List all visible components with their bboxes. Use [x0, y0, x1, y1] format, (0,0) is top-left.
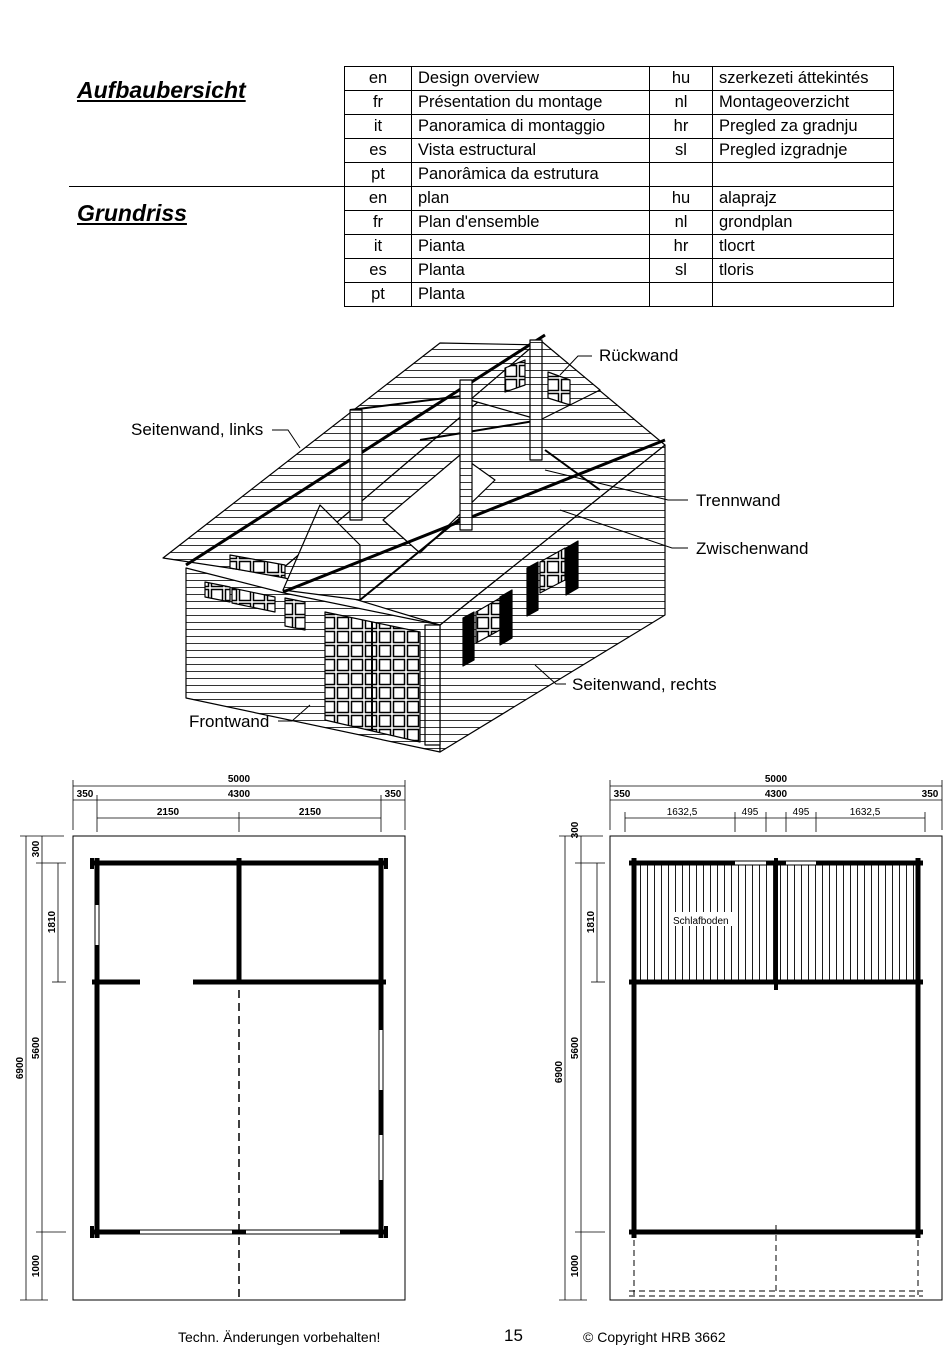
label-intermediate-wall: Zwischenwand	[696, 539, 809, 558]
dim-overhang-left: 350	[613, 789, 631, 800]
dim-front-overhang: 1000	[31, 1254, 42, 1278]
translation-cell: Planta	[412, 283, 650, 307]
translation-cell: Pregled za gradnju	[713, 115, 894, 139]
language-code-cell: es	[345, 259, 412, 283]
footer-copyright: © Copyright HRB 3662	[583, 1329, 726, 1345]
language-code-cell: sl	[650, 259, 713, 283]
dim-seg2: 495	[741, 807, 759, 818]
translation-cell: Vista estructural	[412, 139, 650, 163]
language-code-cell: es	[345, 139, 412, 163]
language-code-cell: it	[345, 235, 412, 259]
translation-cell: Panorâmica da estrutura	[412, 163, 650, 187]
language-code-cell: hr	[650, 115, 713, 139]
translation-cell: Présentation du montage	[412, 91, 650, 115]
dim-top-overhang: 300	[31, 840, 42, 858]
language-code-cell: nl	[650, 91, 713, 115]
translation-cell: Plan d'ensemble	[412, 211, 650, 235]
dim-body-depth: 5600	[31, 1036, 42, 1060]
dim-total-width: 5000	[227, 774, 251, 785]
dim-rear-room: 1810	[47, 910, 58, 934]
design-overview-heading: Aufbaubersicht	[77, 77, 246, 103]
dim-seg1: 1632,5	[666, 807, 698, 818]
dim-body-depth: 5600	[570, 1036, 581, 1060]
translation-cell: Planta	[412, 259, 650, 283]
label-rear-wall: Rückwand	[599, 346, 679, 365]
translation-cell: Pianta	[412, 235, 650, 259]
dim-top-overhang: 300	[570, 821, 581, 839]
language-code-cell: fr	[345, 91, 412, 115]
floor-plan-right	[559, 780, 942, 1300]
dim-overhang-right: 350	[921, 789, 939, 800]
dim-overhang-right: 350	[384, 789, 402, 800]
translation-cell: Design overview	[412, 67, 650, 91]
translation-cell: Montageoverzicht	[713, 91, 894, 115]
label-right-wall: Seitenwand, rechts	[572, 675, 717, 694]
dim-room-right: 2150	[298, 807, 322, 818]
floor-plan-heading: Grundriss	[77, 200, 187, 226]
label-partition: Trennwand	[696, 491, 781, 510]
floor-plan-left	[20, 780, 405, 1300]
dim-overhang-left: 350	[76, 789, 94, 800]
dim-seg4: 1632,5	[849, 807, 881, 818]
footer-note: Techn. Änderungen vorbehalten!	[178, 1329, 381, 1345]
language-code-cell: it	[345, 115, 412, 139]
translation-cell: Pregled izgradnje	[713, 139, 894, 163]
language-code-cell: hr	[650, 235, 713, 259]
label-left-wall: Seitenwand, links	[131, 420, 264, 439]
right-plan-dimensions	[554, 774, 939, 1277]
translation-cell: szerkezeti áttekintés	[713, 67, 894, 91]
dim-total-depth: 6900	[15, 1056, 26, 1080]
page-number: 15	[504, 1326, 523, 1345]
dim-inner-width: 4300	[227, 789, 251, 800]
language-code-cell: hu	[650, 187, 713, 211]
language-code-cell: en	[345, 67, 412, 91]
dim-room-left: 2150	[156, 807, 180, 818]
translation-cell: tlocrt	[713, 235, 894, 259]
language-code-cell: sl	[650, 139, 713, 163]
language-code-cell: en	[345, 187, 412, 211]
language-code-cell: pt	[345, 283, 412, 307]
language-code-cell: nl	[650, 211, 713, 235]
language-code-cell: hu	[650, 67, 713, 91]
dim-inner-width: 4300	[764, 789, 788, 800]
dim-front-overhang: 1000	[570, 1254, 581, 1278]
loft-label: Schlafboden	[673, 916, 729, 927]
language-code-cell: fr	[345, 211, 412, 235]
translation-cell: grondplan	[713, 211, 894, 235]
label-front-wall: Frontwand	[189, 712, 270, 731]
translation-cell: Panoramica di montaggio	[412, 115, 650, 139]
language-code-cell: pt	[345, 163, 412, 187]
dim-seg3: 495	[792, 807, 810, 818]
translation-cell: alaprajz	[713, 187, 894, 211]
translation-cell: tloris	[713, 259, 894, 283]
translation-cell: plan	[412, 187, 650, 211]
dim-total-width: 5000	[764, 774, 788, 785]
dim-rear-room: 1810	[586, 910, 597, 934]
dim-total-depth: 6900	[554, 1060, 565, 1084]
